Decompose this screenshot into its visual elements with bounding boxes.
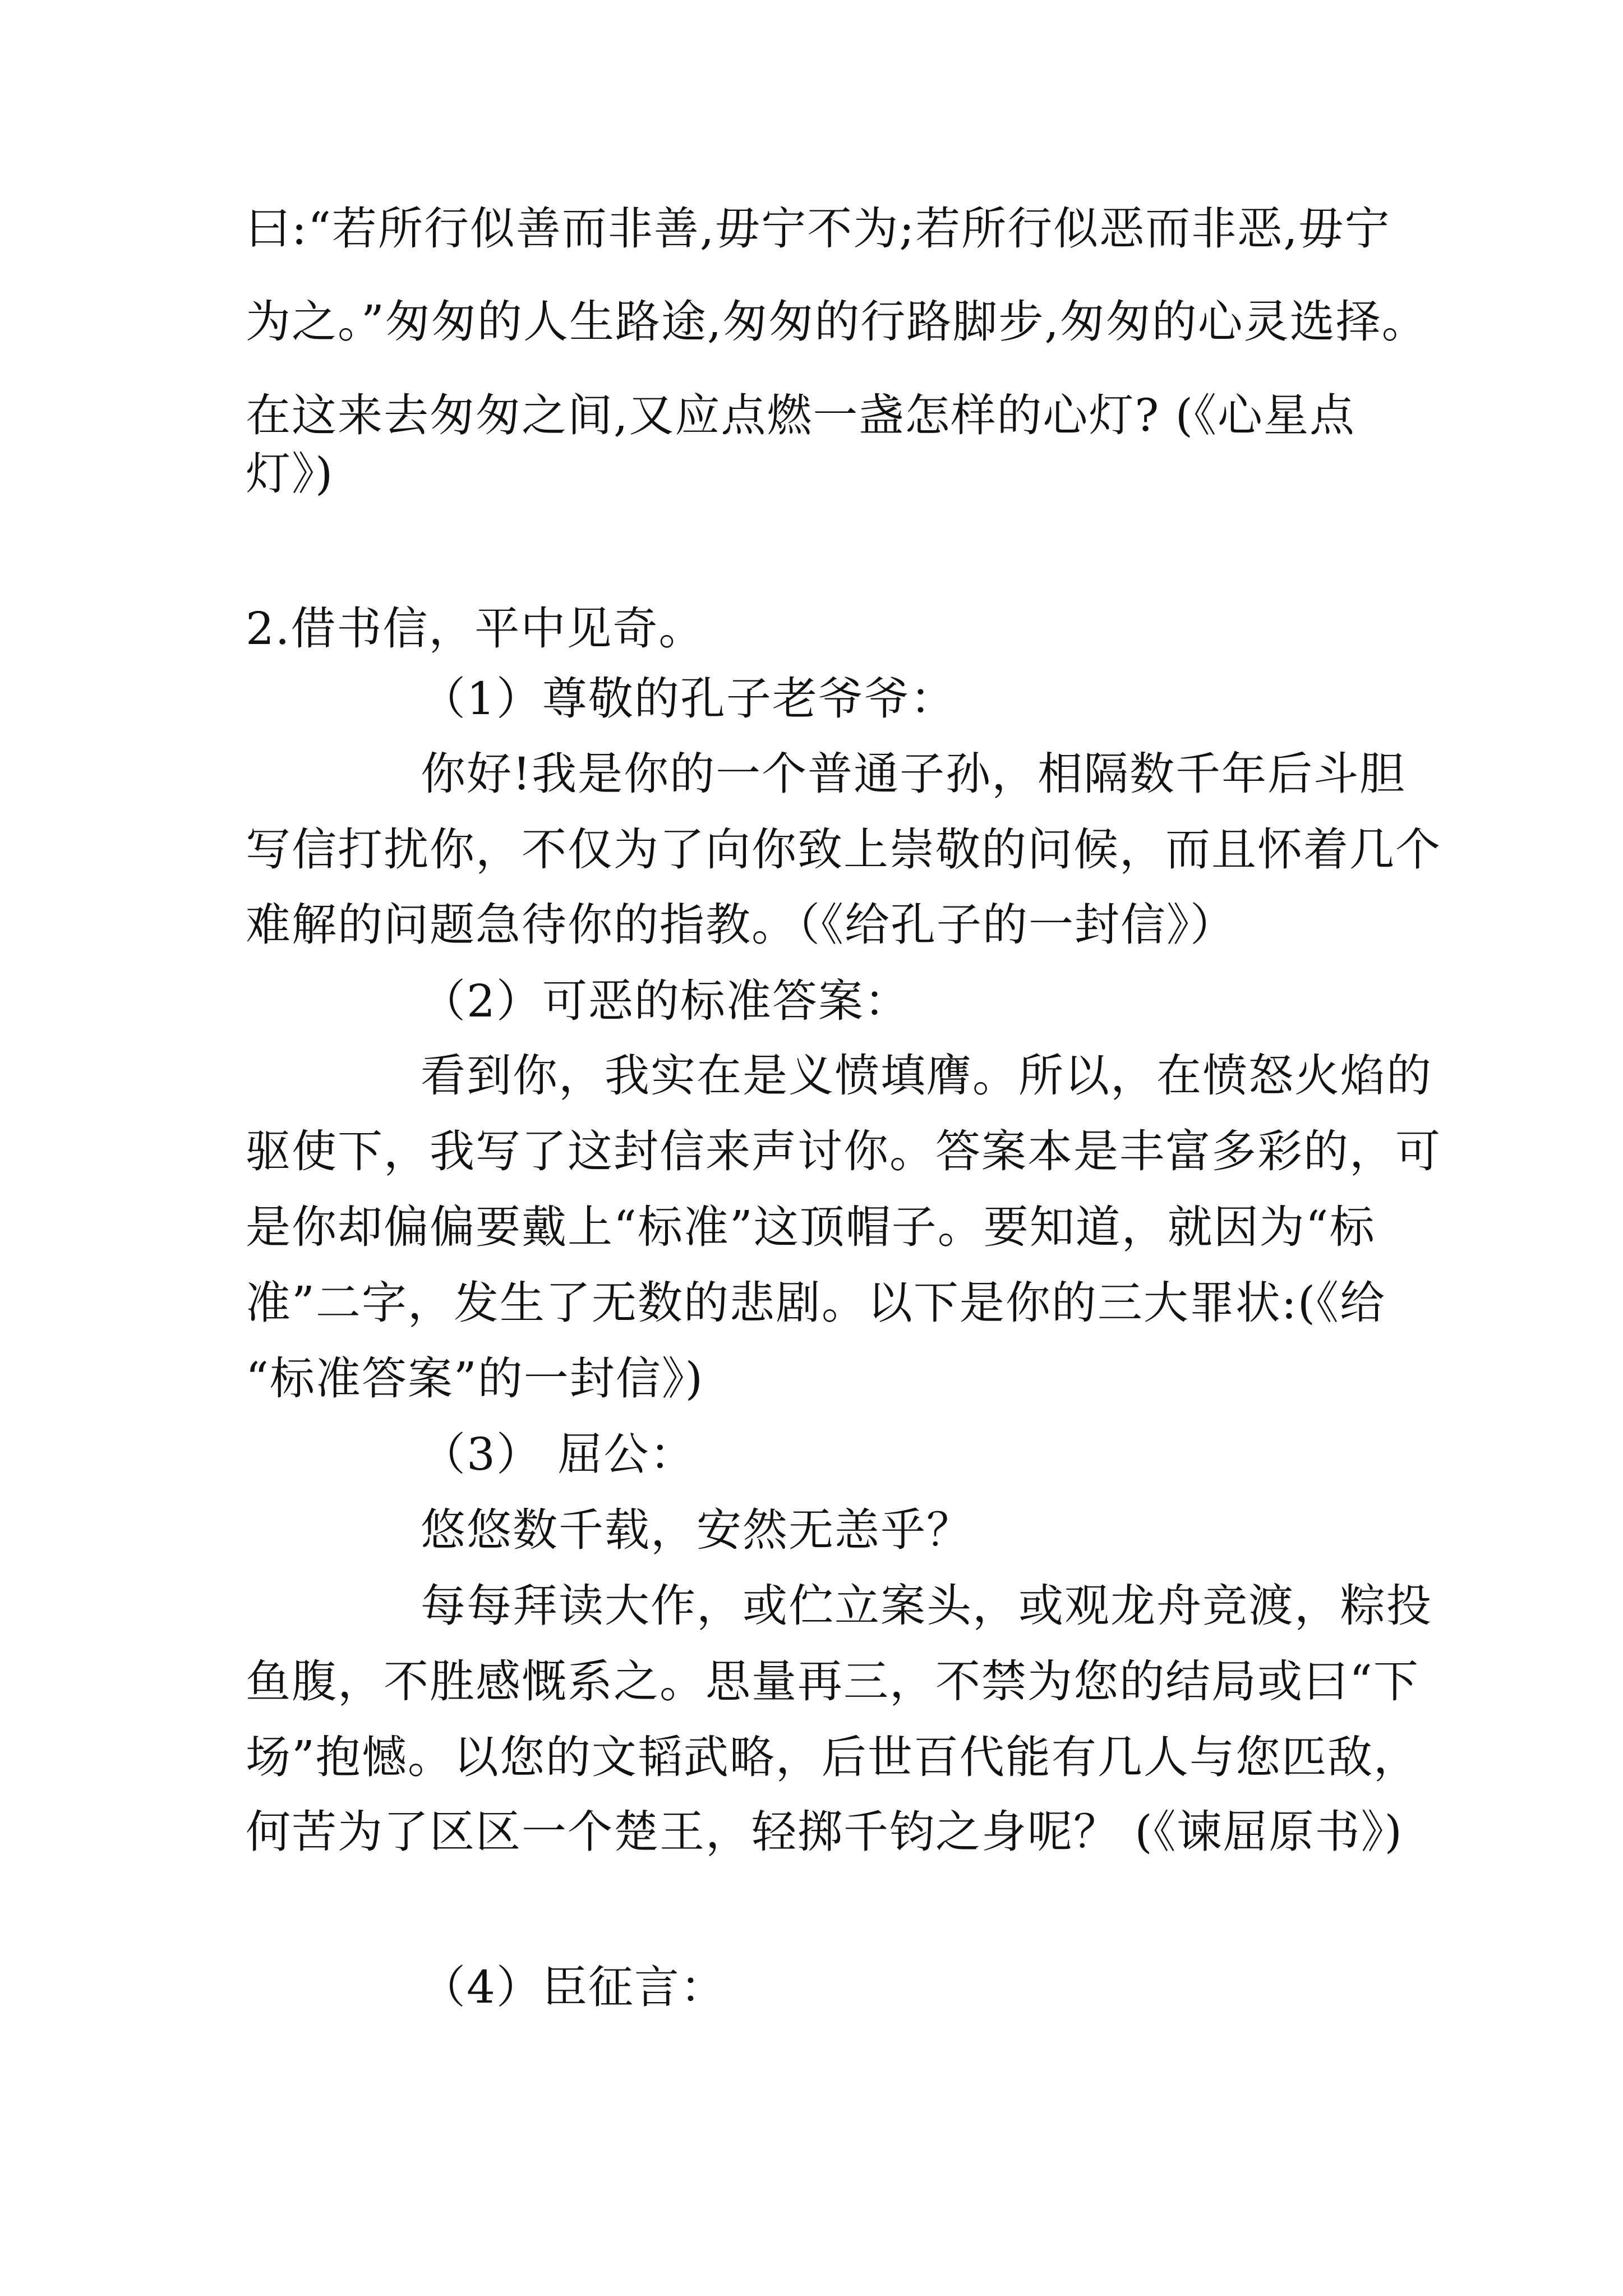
text-line: 曰:“若所行似善而非善,毋宁不为;若所行似恶而非恶,毋宁 (246, 203, 1391, 255)
text-line: 是你却偏偏要戴上“标准”这顶帽子。要知道，就因为“标 (246, 1201, 1376, 1253)
text-line: 驱使下，我写了这封信来声讨你。答案本是丰富多彩的，可 (246, 1125, 1441, 1177)
text-line: 为之。”匆匆的人生路途,匆匆的行路脚步,匆匆的心灵选择。 (246, 296, 1428, 348)
text-line: 写信打扰你，不仅为了向你致上崇敬的问候，而且怀着几个 (246, 823, 1441, 876)
text-line: 场”抱憾。以您的文韬武略，后世百代能有几人与您匹敌， (246, 1731, 1419, 1783)
text-line: 何苦为了区区一个楚王，轻掷千钧之身呢？ (《谏屈原书》) (246, 1806, 1403, 1858)
text-line: 看到你，我实在是义愤填膺。所以，在愤怒火焰的 (421, 1050, 1432, 1102)
letter-salutation: （2）可恶的标准答案： (421, 975, 910, 1027)
text-line: “标准答案”的一封信》) (246, 1352, 704, 1405)
text-line: 准”二字，发生了无数的悲剧。以下是你的三大罪状:(《给 (246, 1277, 1386, 1329)
section-heading: 2.借书信，平中见奇。 (246, 602, 705, 655)
letter-salutation: （4）臣征言： (421, 1961, 726, 2013)
text-line: 你好!我是你的一个普通子孙，相隔数千年后斗胆 (421, 748, 1406, 800)
letter-salutation: （3） 屈公： (421, 1428, 696, 1480)
text-line: 每每拜读大作，或伫立案头，或观龙舟竞渡，粽投 (421, 1580, 1432, 1632)
text-line: 鱼腹，不胜感慨系之。思量再三，不禁为您的结局或曰“下 (246, 1655, 1419, 1708)
text-line: 灯》) (246, 448, 334, 500)
text-line: 在这来去匆匆之间,又应点燃一盏怎样的心灯? (《心星点 (246, 389, 1355, 441)
letter-salutation: （1）尊敬的孔子老爷爷： (421, 673, 956, 725)
text-line: 悠悠数千载，安然无恙乎？ (421, 1504, 972, 1556)
text-line: 难解的问题急待你的指教。（《给孔子的一封信》） (246, 899, 1236, 951)
